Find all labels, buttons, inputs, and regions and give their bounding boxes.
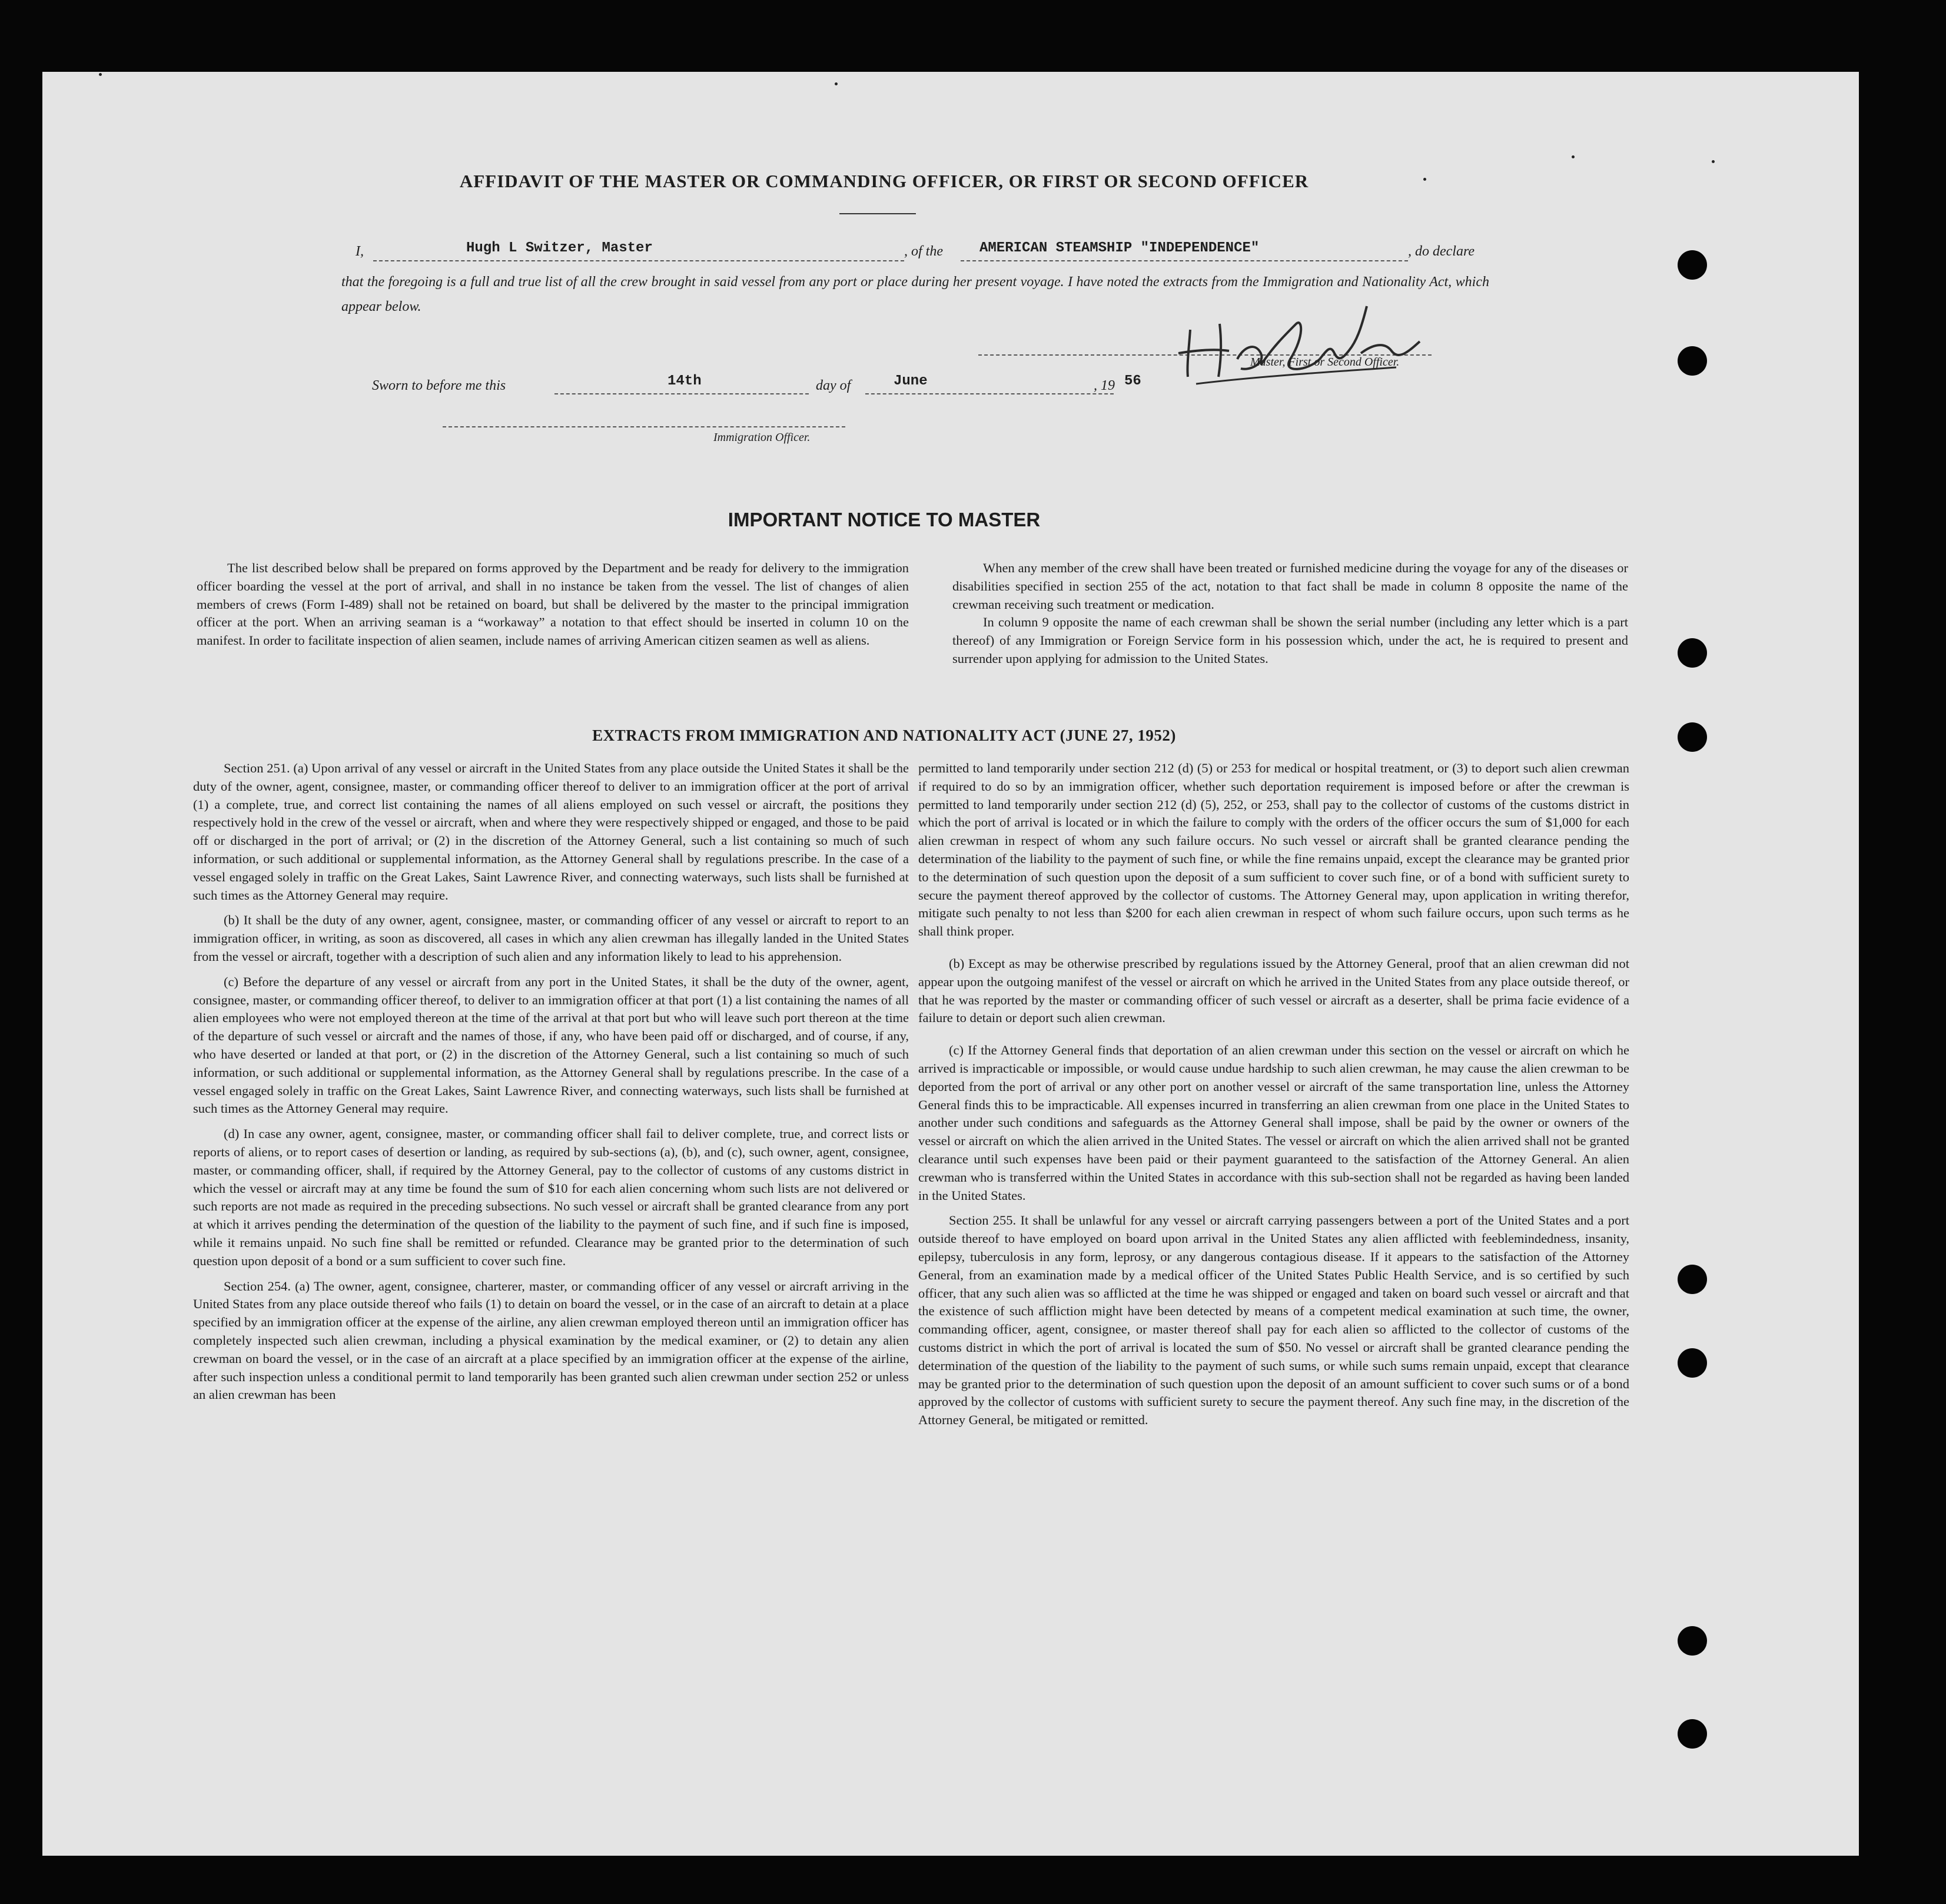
vessel-name-field: AMERICAN STEAMSHIP "INDEPENDENCE" [979, 240, 1260, 256]
day-line [554, 393, 809, 394]
year-field: 56 [1124, 373, 1141, 389]
extract-paragraph: (c) Before the departure of any vessel or aircraft from any port in the United States, it shall be the duty of the owner, agent, consignee, master, or commanding officer thereof, to deliver to an immigration officer at that port (1) a list containing the names of all alien employees who were not employed thereon at the time of the arrival at that port but who will leave such port thereon at the time of the departure of such vessel or aircraft and the names of those, if any, who have been paid off or discharged, and of course, if any, who have deserted or landed at that port, or (2) in the discretion of the Attorney General, such a list containing so much of such information, or such additional or supplemental information, as the Attorney General shall by regulations prescribe. In the case of a vessel engaged solely in traffic on the Great Lakes, Saint Lawrence River, and connecting waterways, such lists shall be furnished at such times as the Attorney General may require. [193, 974, 909, 1116]
document-page [42, 72, 1859, 1856]
declaration-statement: that the foregoing is a full and true list of all the crew brought in said vessel from any port or place during her present voyage. I have noted the extracts from the Immigration and Nationality Act, which appear below. [341, 274, 1489, 314]
of-the-label: , of the [904, 244, 943, 259]
notice-title: IMPORTANT NOTICE TO MASTER [728, 509, 1041, 530]
officer-line [443, 426, 845, 427]
punch-hole-icon [1678, 1719, 1707, 1749]
extract-paragraph: (d) In case any owner, agent, consignee, master, or commanding officer shall fail to deliver complete, true, and correct lists or reports of aliens, or to report cases of desertion or landing, as required by sub-sections (a), (b), and (c), such owner, agent, consignee, master, or commanding officer, shall, if required by the Attorney General, pay to the collector of customs of any customs district in which the vessel or aircraft may at any time be found the sum of $10 for each alien concerning whom such lists are not delivered or such reports are not made as required in the preceding subsections. No such vessel or aircraft shall be granted clearance from any port at which it arrives pending the determination of the question of the liability to the payment of such fine, and if such fine is imposed, while it remains unpaid. No such fine shall be remitted or refunded. Clearance may be granted prior to the determination of such question upon deposit of a bond or a sum sufficient to cover such fine. [193, 1126, 909, 1268]
extracts-right-column [918, 759, 1629, 1429]
extracts-title: EXTRACTS FROM IMMIGRATION AND NATIONALITY ACT (JUNE 27, 1952) [592, 727, 1176, 744]
punch-hole-icon [1678, 1626, 1707, 1656]
extract-paragraph: Section 251. (a) Upon arrival of any vessel or aircraft in the United States from any place outside the United States it shall be the duty of the owner, agent, consignee, master, or commanding officer thereof to deliver to an immigration officer at the port of arrival (1) a complete, true, and correct list containing the names of all aliens employed on such vessel or aircraft, the positions they respectively hold in the crew of the vessel or aircraft, when and where they were respectively shipped or engaged, and those to be paid off or discharged in the port of arrival; or (2) in the discretion of the Attorney General, such a list containing so much of such information, or such additional or supplemental information, as the Attorney General shall by regulations prescribe. In the case of a vessel engaged solely in traffic on the Great Lakes, Saint Lawrence River, and connecting waterways, such lists shall be furnished at such times as the Attorney General may require. [193, 761, 909, 903]
extract-paragraph: Section 254. (a) The owner, agent, consignee, charterer, master, or commanding officer of any vessel or aircraft arriving in the United States from any place outside thereof who fails (1) to detain on board the vessel, or in the case of an aircraft to detain at a place specified by an immigration officer at the expense of the airline, any alien crewman employed thereon until an immigration officer has completely inspected such alien crewman, including a physical examination by the medical examiner, or (2) to detain any alien crewman on board the vessel, or in the case of an aircraft at a place specified by an immigration officer at the expense of the airline, after such inspection unless a conditional permit to land temporarily has been granted such alien crewman under section 252 or unless an alien crewman has been [193, 1278, 909, 1402]
declarant-pronoun: I, [356, 244, 364, 259]
extract-paragraph: Section 255. It shall be unlawful for any vessel or aircraft carrying passengers between a port of the United States and a port outside thereof to have employed on board upon arrival in the United States any alien afflicted with feeblemindedness, insanity, epilepsy, tuberculosis in any form, leprosy, or any dangerous contagious disease. If it appears to the satisfaction of the Attorney General, from an examination made by a medical officer of the United States Public Health Service, and is so certified by such officer, that any such alien was so afflicted at the time he was shipped or engaged and taken on board such vessel or aircraft and that the existence of such affliction might have been detected by means of a competent medical examination at such time, the owner, commanding officer, agent, consignee, or master thereof shall pay for each alien so afflicted to the collector of customs of the customs district in which the port of arrival is located the sum of $50. No vessel or aircraft shall be granted clearance pending the determination of the question of the liability to the payment of such sums, or while such sums remain unpaid, except that clearance may be granted prior to the determination of such question upon the deposit of an amount sufficient to cover such sums or of a bond approved by the collector of customs with sufficient surety to secure the payment thereof. Any such fine may, in the discretion of the Attorney General, be mitigated or remitted. [918, 1213, 1629, 1428]
notice-left-paragraph: The list described below shall be prepared on forms approved by the Department and be ready for delivery to the immigration officer boarding the vessel at the port of arrival, and shall in no instance be taken from the vessel. The list of changes of alien members of crews (Form I-489) shall not be retained on board, but shall be delivered by the master to the principal immigration officer at the port. When an arriving seaman is a “workaway” a notation to that effect should be inserted in column 10 on the manifest. In order to facilitate inspection of alien seamen, include names of arriving American citizen seamen as well as aliens. [197, 560, 909, 648]
extract-paragraph: permitted to land temporarily under section 212 (d) (5) or 253 for medical or hospital treatment, or (3) to deport such alien crewman if required to do so by an immigration officer, whether such deportation requirement is imposed before or after the crewman is permitted to land temporarily under section 212 (d) (5), 252, or 253, shall pay to the collector of customs of the customs district in which the port of arrival is located or in which the failure to comply with the orders of the officer occurs the sum of $1,000 for each alien crewman in respect of whom any such failure occurs. No such vessel or aircraft shall be granted clearance pending the determination of the liability to the payment of such fine, or while the fine remains unpaid, except the clearance may be granted prior to the determination of such question upon the deposit of a sum sufficient to cover such fine, or of a bond with sufficient surety to secure the payment thereof approved by the collector of customs. The Attorney General may, upon application in writing therefor, mitigate such penalty to not less than $200 for each alien crewman in respect of whom such failure occurs, upon such terms as he shall think proper. [918, 761, 1629, 939]
day-field: 14th [668, 373, 702, 389]
officer-caption: Immigration Officer. [713, 431, 811, 444]
year-prefix: , 19 [1094, 378, 1115, 393]
extract-paragraph: (b) Except as may be otherwise prescribed by regulations issued by the Attorney General, proof that an alien crewman did not appear upon the outgoing manifest of the vessel or aircraft on which he arrived in the United States from any place outside thereof, or that he was reported by the master or commanding officer of such vessel or aircraft as a deserter, shall be prima facie evidence of a failure to detain or deport such alien crewman. [918, 956, 1629, 1026]
master-name-line [373, 260, 904, 261]
punch-hole-icon [1678, 1265, 1707, 1294]
month-field: June [894, 373, 928, 389]
sworn-label: Sworn to before me this [372, 378, 506, 393]
extract-paragraph: (c) If the Attorney General finds that deportation of an alien crewman under this section on the vessel or aircraft on which he arrived is impracticable or impossible, or would cause undue hardship to such alien crewman, he may cause the alien crewman to be deported from the port of arrival or any other port on another vessel or aircraft of the same transportation line, unless the Attorney General finds this to be impracticable. All expenses incurred in transferring an alien crewman from one place in the United States to another under such conditions and safeguards as the Attorney General shall impose, shall be paid by the owner or owners of the vessel or aircraft on which the alien arrived in the United States. The vessel or aircraft on which the alien arrived shall not be granted clearance until such expenses have been paid or their payment guaranteed to the satisfaction of the Attorney General. An alien crewman who is transferred within the United States in accordance with this sub-section shall not be regarded as having been landed in the United States. [918, 1043, 1629, 1203]
notice-left-column [197, 559, 909, 650]
extracts-left-column [193, 759, 909, 1404]
extract-paragraph: (b) It shall be the duty of any owner, agent, consignee, master, or commanding officer of any vessel or aircraft to report to an immigration officer, in writing, as soon as discovered, all cases in which any alien crewman has illegally landed in the United States from the vessel or aircraft, together with a description of such alien and any information likely to lead to his apprehension. [193, 913, 909, 964]
notice-right-paragraph: In column 9 opposite the name of each crewman shall be shown the serial number (including any letter which is a part thereof) of any Immigration or Foreign Service form in his possession which, under the act, he is required to present and surrender upon applying for admission to the United States. [952, 615, 1628, 666]
affidavit-title: AFFIDAVIT OF THE MASTER OR COMMANDING OFFICER, OR FIRST OR SECOND OFFICER [459, 171, 1309, 191]
punch-hole-icon [1678, 250, 1707, 280]
title-underline [839, 213, 916, 214]
notice-right-paragraph: When any member of the crew shall have been treated or furnished medicine during the voyage for any of the diseases or disabilities specified in section 255 of the act, notation to that fact shall be made in column 8 opposite the name of the crewman receiving such treatment or medication. [952, 560, 1628, 612]
master-name-field: Hugh L Switzer, Master [466, 240, 653, 256]
do-declare-label: , do declare [1408, 244, 1475, 259]
notice-right-column [952, 559, 1628, 668]
vessel-line [961, 260, 1408, 261]
day-of-label: day of [816, 378, 851, 393]
punch-hole-icon [1678, 638, 1707, 668]
signature-caption: Master, First or Second Officer. [1250, 356, 1400, 369]
month-line [865, 393, 1114, 394]
punch-hole-icon [1678, 1348, 1707, 1378]
punch-hole-icon [1678, 346, 1707, 376]
signature-icon [1173, 294, 1479, 389]
